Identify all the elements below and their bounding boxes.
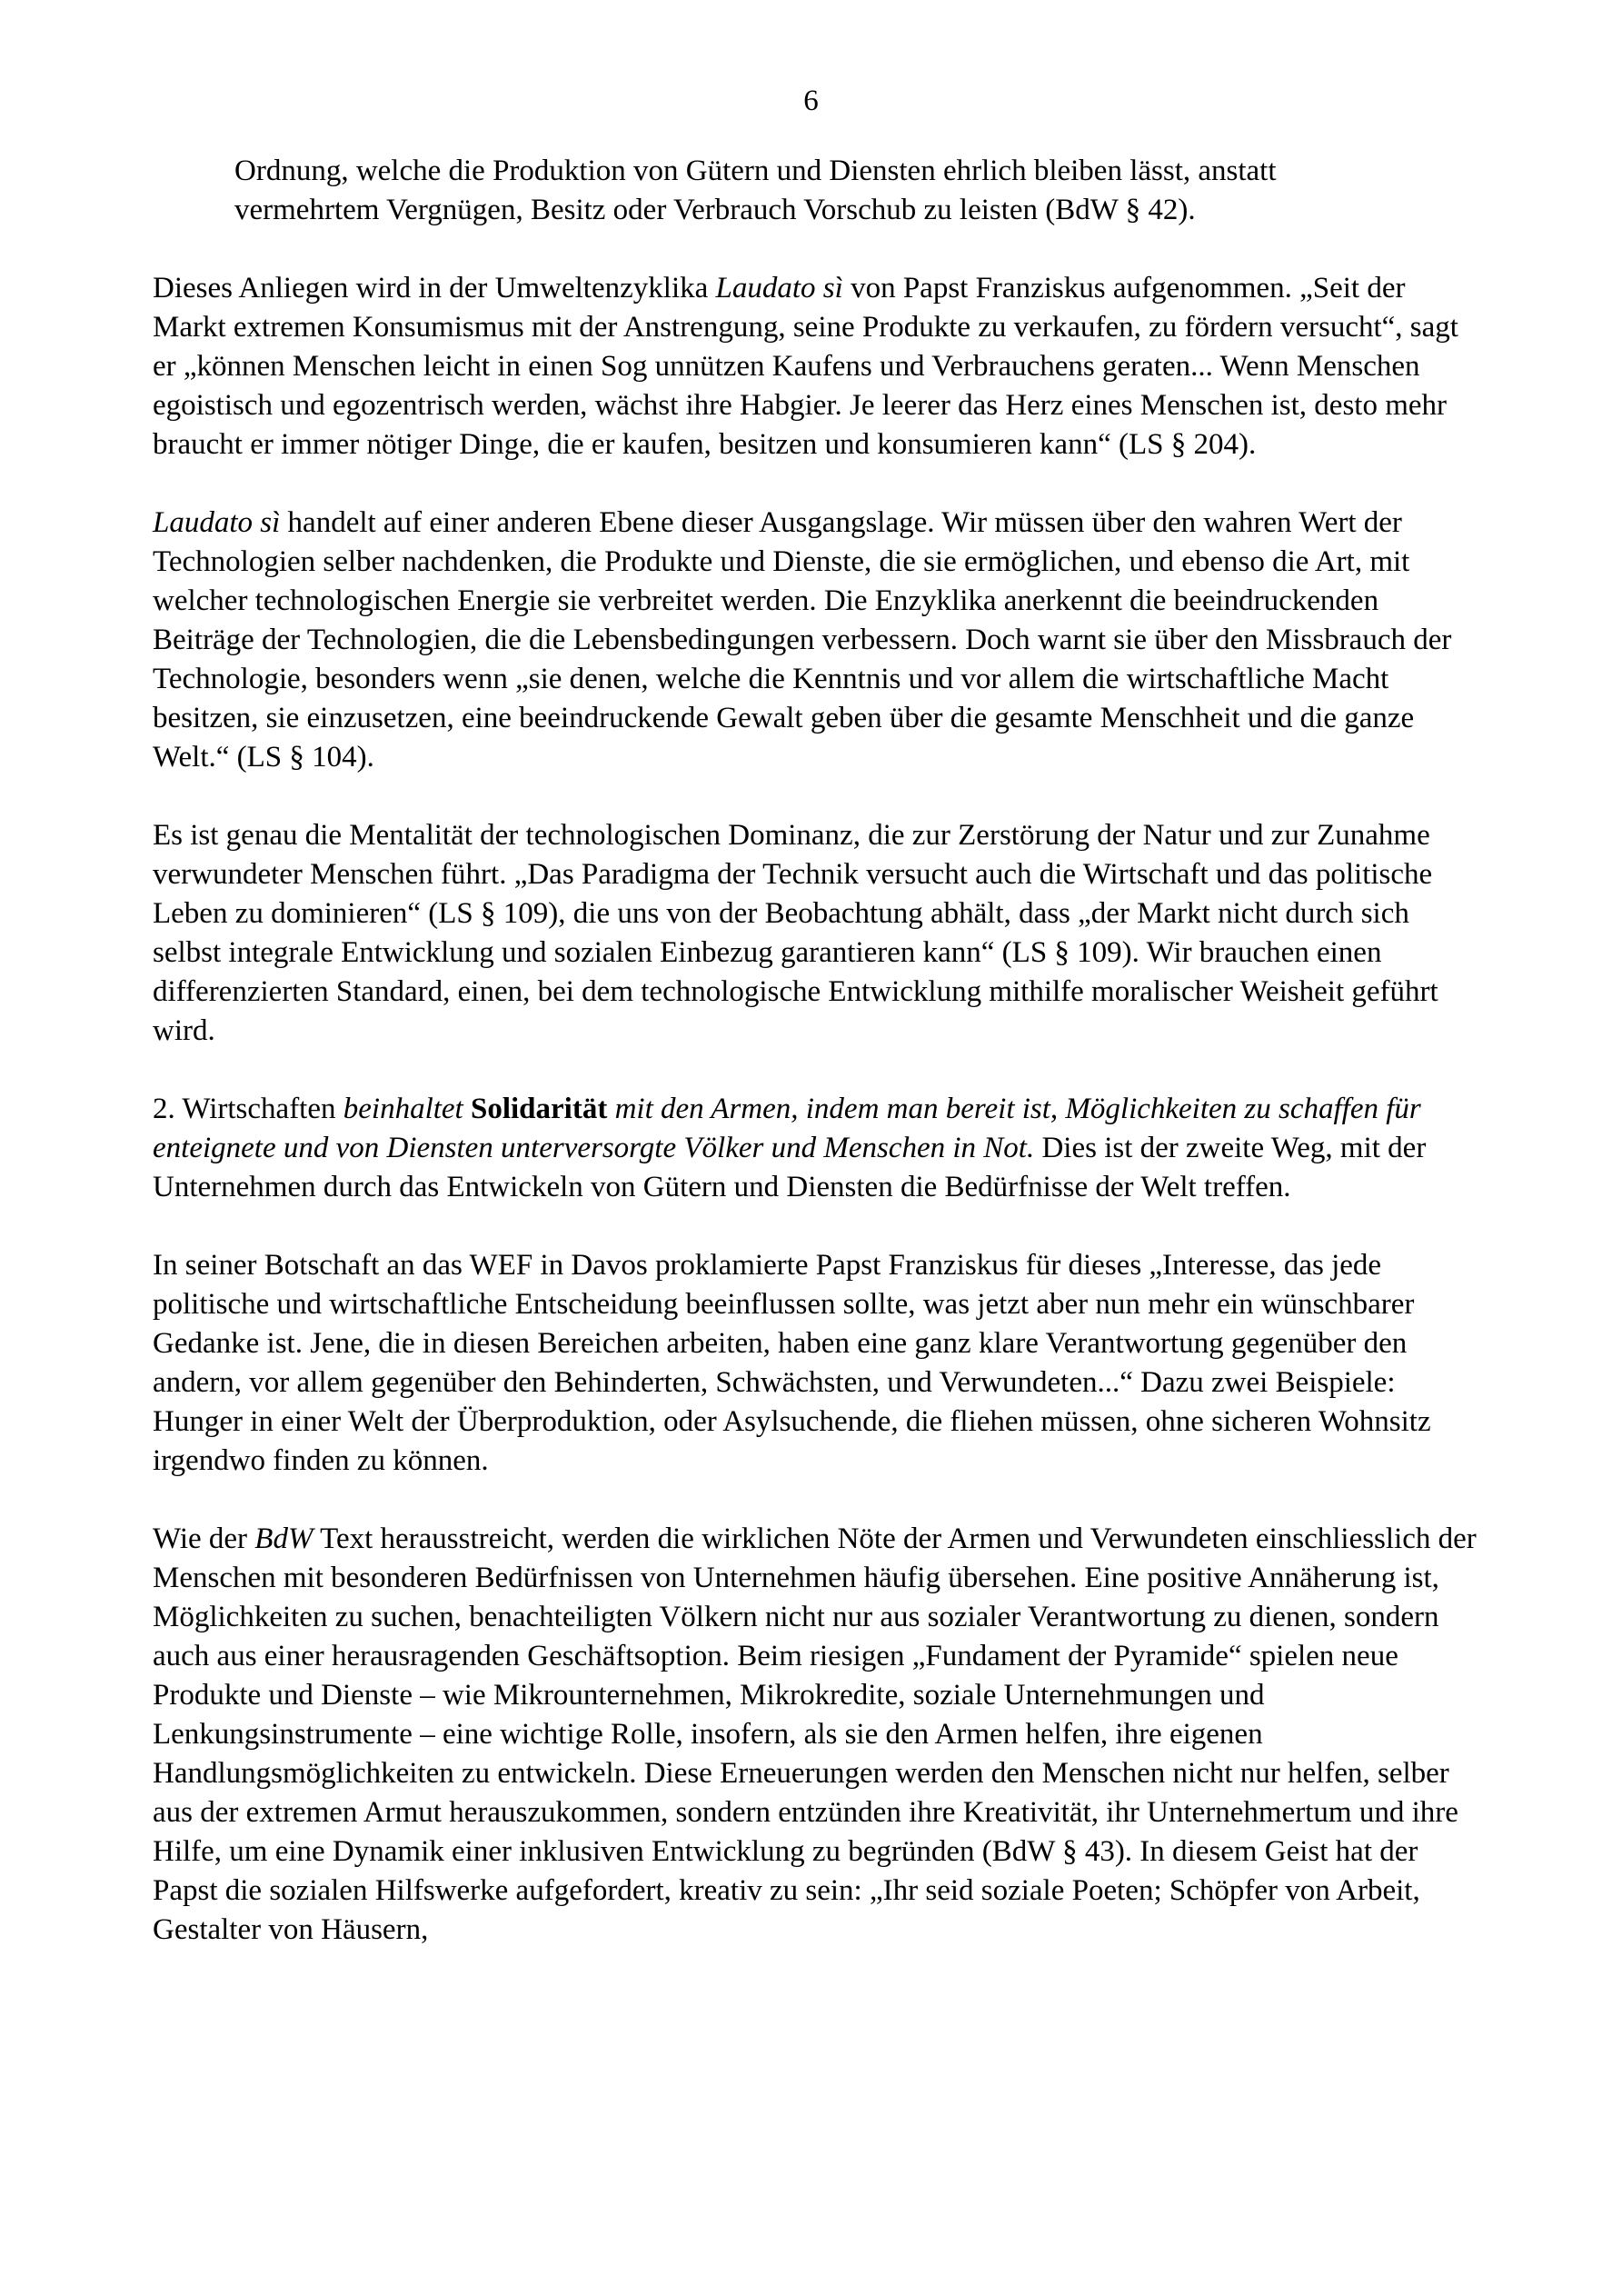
page-number: 6 [803,85,819,117]
text-run: beinhaltet [343,1093,471,1125]
text-run: Wie der [153,1522,255,1555]
text-run: Es ist genau die Mentalität der technologischen Dominanz, die zur Zerstörung der Natur und zur Zunahme verwundeter Menschen führt. „Das Paradigma der Technik versucht auch die Wirtschaft und das politische Leben zu dominieren“ (LS § 109), die uns von der Beobachtung abhält, dass „der Markt nicht durch sich selbst integrale Entwicklung und sozialen Einbezug garantieren kann“ (LS § 109). Wir brauchen einen differenzierten Standard, einen, bei dem technologische Entwicklung mithilfe moralischer Weisheit geführt wird. [153,819,1438,1047]
paragraph [153,1090,1479,1207]
text-run: Ordnung, welche die Produktion von Gütern und Diensten ehrlich bleiben lässt, anstatt vermehrtem Vergnügen, Besitz oder Verbrauch Vorschub zu leisten (BdW § 42). [234,155,1277,226]
text-run: 2. Wirtschaften [153,1093,343,1125]
paragraph [153,1246,1479,1481]
document-body [153,152,1479,1950]
text-run: Laudato sì [715,272,843,304]
paragraph [153,269,1479,464]
text-run: von Papst Franziskus aufgenommen. „Seit der Markt extremen Konsumismus mit der Anstrengung, seine Produkte zu verkaufen, zu fördern versucht“, sagt er „können Menschen leicht in einen Sog unnützen Kaufens und Verbrauchens geraten... Wenn Menschen egoistisch und egozentrisch werden, wächst ihre Habgier. Je leerer das Herz eines Menschen ist, desto mehr braucht er immer nötiger Dinge, die er kaufen, besitzen und konsumieren kann“ (LS § 204). [153,272,1458,461]
paragraph [153,504,1479,777]
text-run: Laudato sì [153,506,281,539]
paragraph [153,1520,1479,1950]
text-run: BdW [254,1522,313,1555]
text-run: In seiner Botschaft an das WEF in Davos proklamierte Papst Franziskus für dieses „Interesse, das jede politische und wirtschaftliche Entscheidung beeinflussen sollte, was jetzt aber nun mehr ein wünschbarer Gedanke ist. Jene, die in diesen Bereichen arbeiten, haben eine ganz klare Verantwortung gegenüber den andern, vor allem gegenüber den Behinderten, Schwächsten, und Verwundeten...“ Dazu zwei Beispiele: Hunger in einer Welt der Überproduktion, oder Asylsuchende, die fliehen müssen, ohne sicheren Wohnsitz irgendwo finden zu können. [153,1249,1431,1477]
paragraph [153,816,1479,1051]
text-run: handelt auf einer anderen Ebene dieser Ausgangslage. Wir müssen über den wahren Wert der Technologien selber nachdenken, die Produkte und Dienste, die sie ermöglichen, und ebenso die Art, mit welcher technologischen Energie sie verbreitet werden. Die Enzyklika anerkennt die beeindruckenden Beiträge der Technologien, die die Lebensbedingungen verbessern. Doch warnt sie über den Missbrauch der Technologie, besonders wenn „sie denen, welche die Kenntnis und vor allem die wirtschaftliche Macht besitzen, sie einzusetzen, eine beeindruckende Gewalt geben über die gesamte Menschheit und die ganze Welt.“ (LS § 104). [153,506,1452,774]
text-run: Dies ist der zweite Weg, mit der Unternehmen durch das Entwickeln von Gütern und Diensten die Bedürfnisse der Welt treffen. [153,1132,1427,1203]
text-run: Text herausstreicht, werden die wirklichen Nöte der Armen und Verwundeten einschliesslich der Menschen mit besonderen Bedürfnissen von Unternehmen häufig übersehen. Eine positive Annäherung ist, Möglichkeiten zu suchen, benachteiligten Völkern nicht nur aus sozialer Verantwortung zu dienen, sondern auch aus einer herausragenden Geschäftsoption. Beim riesigen „Fundament der Pyramide“ spielen neue Produkte und Dienste – wie Mikrounternehmen, Mikrokredite, soziale Unternehmungen und Lenkungsinstrumente – eine wichtige Rolle, insofern, als sie den Armen helfen, ihre eigenen Handlungsmöglichkeiten zu entwickeln. Diese Erneuerungen werden den Menschen nicht nur helfen, selber aus der extremen Armut herauszukommen, sondern entzünden ihre Kreativität, ihr Unternehmertum und ihre Hilfe, um eine Dynamik einer inklusiven Entwicklung zu begründen (BdW § 43). In diesem Geist hat der Papst die sozialen Hilfswerke aufgefordert, kreativ zu sein: „Ihr seid soziale Poeten; Schöpfer von Arbeit, Gestalter von Häusern, [153,1522,1477,1946]
text-run: Solidarität [470,1093,608,1125]
block-quote [234,152,1398,230]
text-run: Dieses Anliegen wird in der Umweltenzyklika [153,272,716,304]
text-run: mit den Armen, indem man bereit ist, Möglichkeiten zu schaffen für enteignete und von Diensten unterversorgte Völker und Menschen in Not. [153,1093,1421,1164]
